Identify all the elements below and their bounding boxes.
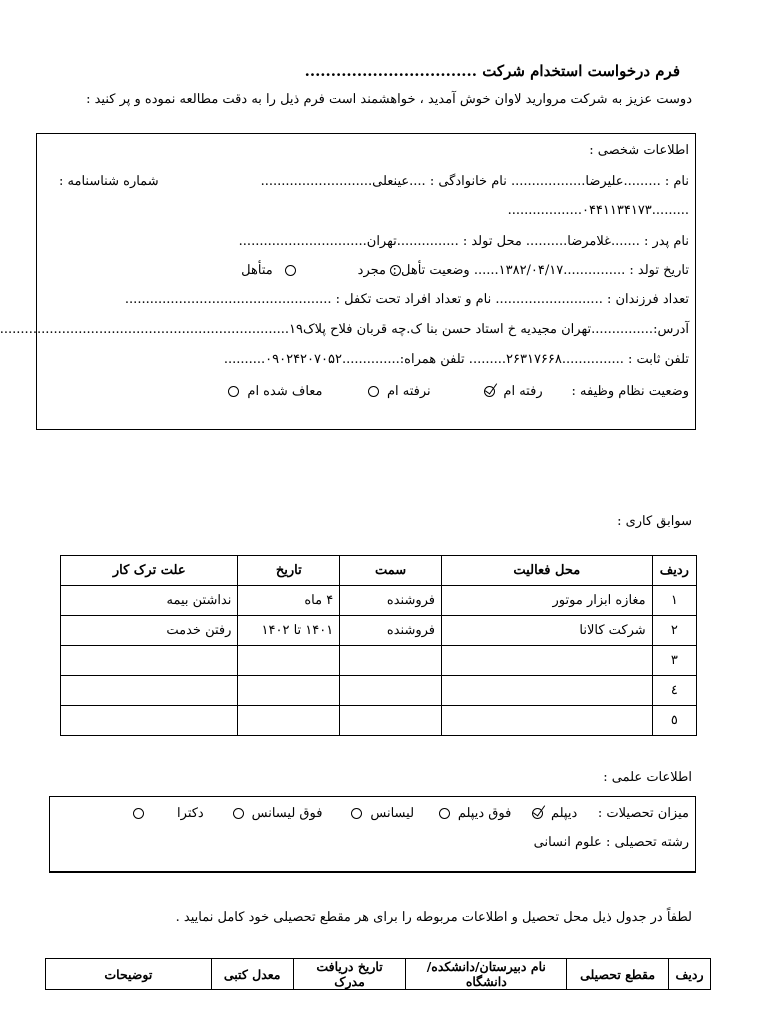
work-header-row-no: ردیف [652, 556, 696, 586]
single-label: مجرد [357, 263, 386, 278]
work-header-position: سمت [340, 556, 442, 586]
work-header-date: تاریخ [238, 556, 340, 586]
table-row [61, 676, 697, 706]
edu-header-notes: توضیحات [46, 959, 212, 990]
row-number: ٥ [652, 706, 696, 736]
form-title: فرم درخواست استخدام شرکت ................................. [304, 62, 680, 80]
level-associate-label: فوق دیپلم [457, 806, 512, 821]
cell-date[interactable] [238, 646, 340, 676]
work-history-table [60, 555, 697, 736]
work-header-place: محل فعالیت [442, 556, 653, 586]
personal-heading: اطلاعات شخصی : [589, 143, 689, 158]
edu-header-date: تاریخ دریافت مدرک [293, 959, 406, 990]
cell-date[interactable]: ۴ ماه [238, 586, 340, 616]
military-not-label: نرفته ام [386, 384, 431, 399]
father-line[interactable]: نام پدر : .......غلامرضا.......... محل تولد : ...............تهران............................... [238, 234, 689, 249]
children-line[interactable]: تعداد فرزندان : .......................... نام و تعداد افراد تحت تکفل : .................................................. [124, 292, 689, 307]
military-label: وضعیت نظام وظیفه : [571, 384, 689, 399]
cell-position[interactable]: فروشنده [340, 586, 442, 616]
row-number: ۱ [652, 586, 696, 616]
edu-header-row-no: ردیف [669, 959, 711, 990]
level-master-label: فوق لیسانس [251, 806, 323, 821]
row-number: ۳ [652, 646, 696, 676]
table-row [61, 646, 697, 676]
edu-header-gpa: معدل کتبی [211, 959, 293, 990]
cell-place[interactable] [442, 706, 653, 736]
level-label: میزان تحصیلات : [597, 806, 689, 821]
intro-text: دوست عزیز به شرکت مروارید لاوان خوش آمدید ، خواهشمند است فرم ذیل را به دقت مطالعه نموده و پر کنید : [86, 92, 692, 107]
marital-married[interactable] [241, 263, 300, 278]
cell-reason[interactable]: نداشتن بیمه [61, 586, 238, 616]
row-number: ۲ [652, 616, 696, 646]
cell-position[interactable] [340, 706, 442, 736]
birth-line[interactable]: تاریخ تولد : ...............۱۳۸۲/۰۴/۱۷...... وضعیت تأهل : [392, 263, 689, 278]
level-phd-radio-icon[interactable] [133, 808, 144, 819]
cell-reason[interactable]: رفتن خدمت [61, 616, 238, 646]
name-line[interactable]: نام : .........علیرضا.................. نام خانوادگی : ....عینعلی........................... [260, 174, 689, 189]
table-row [61, 616, 697, 646]
cell-reason[interactable] [61, 706, 238, 736]
cell-reason[interactable] [61, 646, 238, 676]
table-row [61, 706, 697, 736]
id-value[interactable]: .........۰۴۴۱۱۳۴۱۷۳.................. [507, 203, 689, 218]
married-label: متأهل [241, 263, 273, 278]
field-of-study[interactable]: رشته تحصیلی : علوم انسانی [533, 835, 689, 850]
level-master-radio-icon[interactable] [233, 808, 244, 819]
edu-header-school: نام دبیرستان/دانشکده/دانشگاه [406, 959, 567, 990]
cell-place[interactable]: مغازه ابزار موتور [442, 586, 653, 616]
cell-place[interactable] [442, 676, 653, 706]
education-heading: اطلاعات علمی : [603, 770, 692, 785]
cell-place[interactable]: شرکت کالانا [442, 616, 653, 646]
education-note: لطفاً در جدول ذیل محل تحصیل و اطلاعات مربوطه را برای هر مقطع تحصیلی خود کامل نمایید . [175, 910, 692, 925]
address-line[interactable]: آدرس:...............تهران مجیدیه خ استاد حسن بنا ک.چه قربان فلاح پلاک۱۹...................................................................... [0, 322, 689, 337]
education-levels [129, 806, 689, 821]
education-table [45, 958, 711, 990]
level-diploma-label: دیپلم [550, 806, 578, 821]
cell-position[interactable]: فروشنده [340, 616, 442, 646]
row-number: ٤ [652, 676, 696, 706]
military-done-label: رفته ام [503, 384, 543, 399]
military-exempt-label: معاف شده ام [247, 384, 323, 399]
level-phd-label: دکترا [177, 806, 204, 821]
military-status [224, 384, 689, 399]
marital-single[interactable] [358, 263, 405, 278]
work-heading: سوابق کاری : [617, 514, 692, 529]
work-header-reason: علت ترک کار [61, 556, 238, 586]
level-bachelor-label: لیسانس [370, 806, 415, 821]
phone-line[interactable]: تلفن ثابت : ...............۲۶۳۱۷۶۶۸......... تلفن همراه:..............۰۹۰۲۴۲۰۷۰۵۲.......... [223, 352, 689, 367]
table-row [61, 586, 697, 616]
cell-date[interactable]: ۱۴۰۱ تا ۱۴۰۲ [238, 616, 340, 646]
cell-position[interactable] [340, 646, 442, 676]
military-done-radio-icon[interactable] [484, 386, 495, 397]
education-box [49, 796, 696, 873]
cell-reason[interactable] [61, 676, 238, 706]
married-radio-icon[interactable] [285, 265, 296, 276]
id-label: شماره شناسنامه : [59, 174, 159, 189]
cell-position[interactable] [340, 676, 442, 706]
edu-header-level: مقطع تحصیلی [567, 959, 669, 990]
cell-place[interactable] [442, 646, 653, 676]
single-radio-icon[interactable] [390, 265, 401, 276]
level-associate-radio-icon[interactable] [439, 808, 450, 819]
military-not-radio-icon[interactable] [368, 386, 379, 397]
cell-date[interactable] [238, 676, 340, 706]
level-diploma-radio-icon[interactable] [532, 808, 543, 819]
personal-info-box [0, 133, 696, 430]
cell-date[interactable] [238, 706, 340, 736]
level-bachelor-radio-icon[interactable] [351, 808, 362, 819]
military-exempt-radio-icon[interactable] [228, 386, 239, 397]
